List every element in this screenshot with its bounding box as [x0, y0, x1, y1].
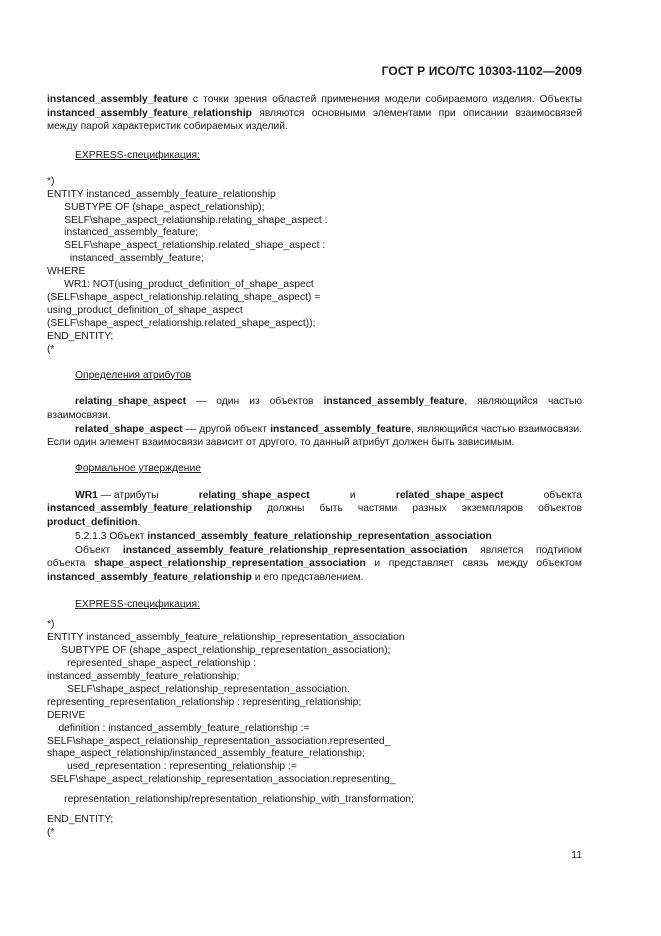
- page-number: 11: [571, 850, 582, 861]
- express-heading-2: EXPRESS-спецификация:: [75, 598, 200, 610]
- section-title: 5.2.1.3 Объект instanced_assembly_feature_relationship_representation_association: [75, 530, 492, 542]
- wr1-line: WR1 — атрибуты relating_shape_aspect и related_shape_aspect объекта: [75, 489, 582, 501]
- page-header: ГОСТ Р ИСО/ТС 10303-1102—2009: [381, 64, 582, 78]
- attribute-related: related_shape_aspect — другой объект instanced_assembly_feature, являющийся частью взаимосвязи. Если один элемент взаимосвязи зависит от другого, то данный атрибут должен быть зависимым.: [47, 423, 583, 449]
- formal-heading: Формальное утверждение: [75, 463, 201, 475]
- attributes-heading: Определения атрибутов: [75, 369, 192, 381]
- express-heading-1: EXPRESS-спецификация:: [75, 150, 200, 162]
- intro-paragraph: instanced_assembly_feature с точки зрения областей применения модели собираемого изделия. Объекты instanced_assembly_feature_relationship являются основными элементами при описании взаимосвязей между парой характеристик собираемых изделий.: [47, 94, 582, 133]
- express-code-2: *) ENTITY instanced_assembly_feature_relationship_representation_association SUBTYPE OF (shape_aspect_relationship_representation_association); represented_shape_aspect_relationship : instanced_assembly_feature_relationship; SELF\shape_aspect_relationship_representation_association. representing_representation_relationship : representing_relationship; DERIVE definition : instanced_assembly_feature_relationship := SELF\shape_aspect_relationship_representation_association.represented_ shape_aspect_relationship/instanced_assembly_feature_relationship; used_representation : representing_relationship := SELF\shape_aspect_relationship_representation_association.representing_: [47, 619, 405, 786]
- express-code-2-tail: representation_relationship/representation_relationship_with_transformation;: [47, 794, 414, 806]
- section-description: Объект instanced_assembly_feature_relationship_representation_association является подтипом объекта shape_aspect_relationship_representation_association и представляет связь между объектом instanced_assembly_feature_relationship и его представлением.: [47, 544, 582, 583]
- express-code-3: END_ENTITY; (*: [47, 814, 114, 838]
- express-code-1: *) ENTITY instanced_assembly_feature_relationship SUBTYPE OF (shape_aspect_relationship); SELF\shape_aspect_relationship.relating_shape_aspect : instanced_assembly_feature; SELF\shape_aspect_relationship.related_shape_aspect : instanced_assembly_feature; WHERE WR1: NOT(using_product_definition_of_shape_aspect (SELF\shape_aspect_relationship.relating_shape_aspect) = using_product_definition_of_shape_aspect (SELF\shape_aspect_relationship.related_shape_aspect)); END_ENTITY; (*: [47, 175, 328, 355]
- attribute-relating: relating_shape_aspect — один из объектов instanced_assembly_feature, являющийся частью взаимосвязи.: [47, 396, 582, 421]
- page-body: [47, 93, 582, 840]
- wr1-continuation: instanced_assembly_feature_relationship должны быть частями разных экземпляров объектов product_definition.: [47, 503, 582, 529]
